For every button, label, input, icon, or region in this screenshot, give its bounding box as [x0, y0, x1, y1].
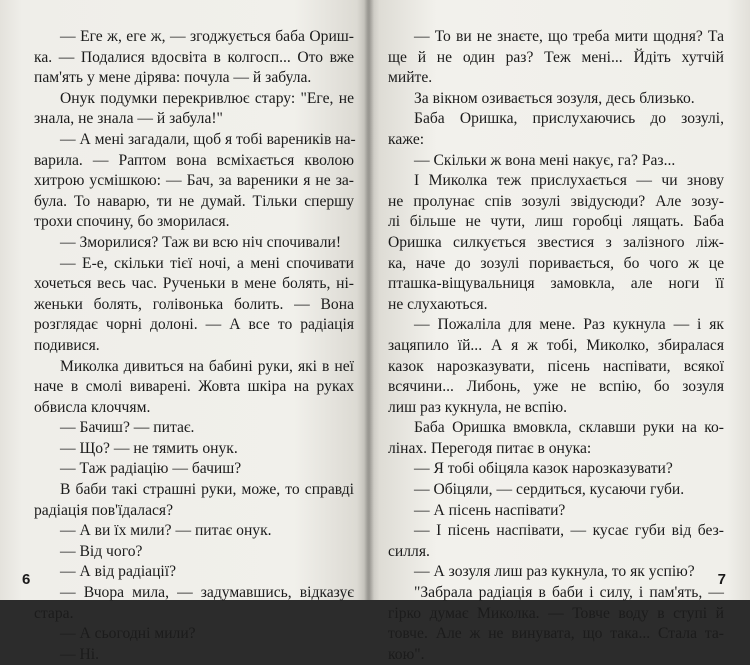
text-line: І Миколка теж прислухається — чи знову: [414, 172, 724, 190]
text-line: — Е-е, скільки тієї ночі, а мені спочивати: [60, 254, 354, 272]
text-line: Оришка силкується звестися з залізного ліж-: [388, 233, 724, 251]
text-line: Онук подумки перекривлює стару: "Еге, не: [60, 89, 354, 107]
right-page-text: [388, 27, 724, 665]
text-line: була. То наварю, ти не думай. Тільки спершу: [34, 192, 354, 210]
text-line: — Пожаліла для мене. Раз кукнула — і як: [414, 316, 724, 334]
text-line: Баба Оришка, прислухаючись до зозулі,: [414, 110, 724, 128]
text-line: товче. Але ж не винувата, що така... Стала та-: [388, 625, 724, 643]
text-line: всячини... Либонь, уже не вспію, бо зозуля: [388, 378, 724, 396]
left-page: [0, 0, 368, 663]
text-line: женьки болять, голівонька болить. — Вона: [34, 295, 354, 313]
text-line: — То ви не знаєте, що треба мити щодня? Та: [414, 28, 724, 45]
page-number-right: 7: [717, 571, 726, 588]
text-line: зацяпило їй... А я ж тобі, Миколко, збиралася: [388, 336, 724, 354]
text-line: подивися.: [34, 336, 100, 354]
text-line: В баби такі страшні руки, може, то справді: [60, 481, 354, 499]
page-number-left: 6: [22, 571, 31, 588]
text-line: Миколка дивиться на бабині руки, які в неї: [60, 357, 354, 375]
text-line: — А зозуля лиш раз кукнула, то як успію?: [414, 563, 695, 581]
text-line: — А пісень наспівати?: [414, 501, 566, 519]
text-line: пам'ять у мене дірява: почула — й забула.: [34, 69, 312, 87]
text-line: — Вчора мила, — задумавшись, відказує: [60, 584, 354, 602]
text-line: — Зморилися? Таж ви всю ніч спочивали!: [60, 233, 342, 251]
text-line: казок нарозказувати, пісень наспівати, всякої: [388, 357, 724, 375]
text-line: знала, не знала — й забула!": [34, 110, 223, 128]
text-line: Баба Оришка вмовкла, склавши руки на ко-: [414, 419, 724, 437]
text-line: силля.: [388, 542, 430, 560]
text-line: наче в смолі виварені. Жовта шкіра на руках: [34, 378, 354, 396]
text-line: За вікном озивається зозуля, десь близько.: [414, 89, 695, 107]
text-line: — І пісень наспівати, — кусає губи від без-: [414, 522, 724, 540]
text-line: каже:: [388, 130, 425, 148]
text-line: ка, наче до зозулі поривається, бо чого ж це: [388, 254, 724, 272]
text-line: — Бачиш? — питає.: [60, 419, 195, 437]
text-line: не пролунає спів зозулі звідусюди? Але зозу-: [388, 192, 724, 210]
text-line: радіація пов'їдалася?: [34, 501, 174, 519]
right-page: [368, 0, 750, 663]
text-line: не слухаються.: [388, 295, 488, 313]
text-line: трохи спочину, бо зморилася.: [34, 213, 230, 231]
text-line: — А від радіації?: [60, 563, 177, 581]
text-line: "Забрала радіація в баби і силу, і пам'ять, —: [414, 584, 724, 602]
text-line: хочеться весь час. Рученьки в мене болять, ні-: [34, 275, 354, 293]
left-page-text: [34, 27, 354, 665]
text-line: кою".: [388, 645, 425, 663]
text-line: — Що? — не тямить онук.: [60, 439, 238, 457]
text-line: гірко думає Миколка. — Товче воду в ступі й: [388, 604, 724, 622]
text-line: обвисла клоччям.: [34, 398, 151, 416]
text-line: — Обіцяли, — сердиться, кусаючи губи.: [414, 481, 685, 499]
text-line: хитрою усмішкою: — Бач, за вареники я не за-: [34, 172, 354, 190]
text-line: мийте.: [388, 69, 433, 87]
text-line: — Я тобі обіцяла казок нарозказувати?: [414, 460, 673, 478]
text-line: — Ні.: [60, 645, 99, 663]
text-line: розглядає чорні долоні. — А все то радіація: [34, 316, 354, 334]
text-line: — А ви їх мили? — питає онук.: [60, 522, 272, 540]
text-line: лиш раз кукнула, не вспію.: [388, 398, 568, 416]
text-line: — А мені загадали, щоб я тобі вареників на-: [60, 130, 356, 148]
text-line: лі більше не чути, лиш горобці лящать. Баба: [388, 213, 724, 231]
text-line: — Від чого?: [60, 542, 143, 560]
text-line: стара.: [34, 604, 74, 622]
text-line: варила. — Раптом вона всміхається кволою: [34, 151, 354, 169]
text-line: — Скільки ж вона мені накує, га? Раз...: [414, 151, 676, 169]
text-line: — Еге ж, еге ж, — згоджується баба Ориш-: [60, 28, 354, 45]
text-line: ка. — Подалися вдосвіта в колгосп... Ото вже: [34, 48, 354, 66]
text-line: лінах. Перегодя питає в онука:: [388, 439, 592, 457]
text-line: ще й не один раз? Теж мені... Йдіть хутчій: [388, 48, 724, 66]
text-line: — Таж радіацію — бачиш?: [60, 460, 242, 478]
text-line: — А сьогодні мили?: [60, 625, 196, 643]
text-line: пташка-віщувальниця замовкла, але ноги її: [388, 275, 724, 293]
